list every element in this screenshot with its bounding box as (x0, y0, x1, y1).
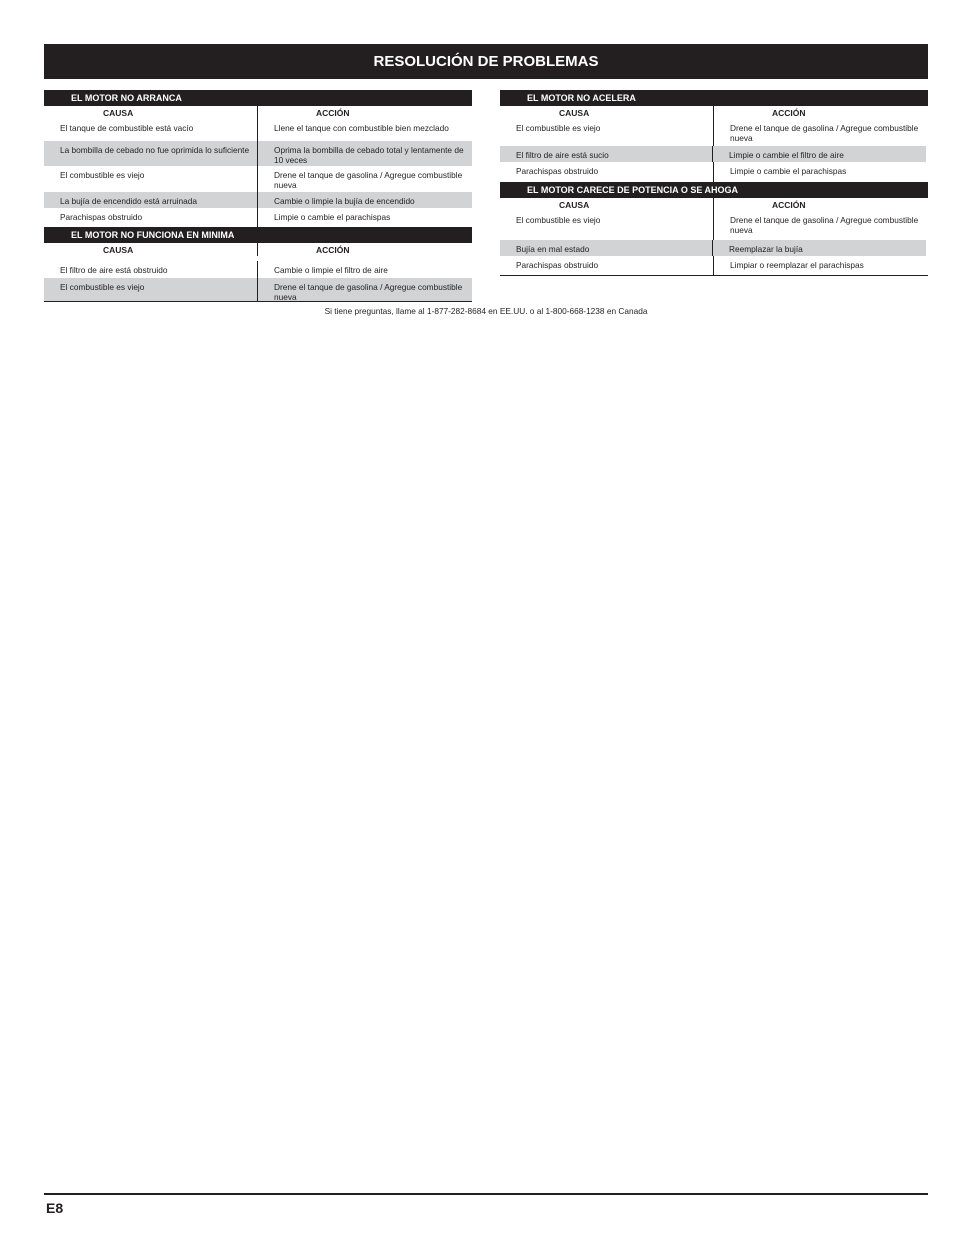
table-row (44, 192, 472, 208)
cause-cell: El filtro de aire está obstruido (44, 261, 258, 278)
action-cell: Limpie o cambie el filtro de aire (729, 150, 844, 160)
table-row (500, 240, 926, 256)
column-header-accion: ACCIÓN (316, 107, 350, 118)
column-header-causa: CAUSA (500, 106, 714, 119)
action-cell: Drene el tanque de gasolina / Agregue combustible nueva (730, 123, 919, 143)
cause-cell: La bujía de encendido está arruinada (44, 192, 258, 208)
table-row (44, 208, 472, 227)
table-row (500, 256, 928, 275)
cause-cell: Bujía en mal estado (500, 240, 713, 256)
action-cell: Limpie o cambie el parachispas (274, 212, 391, 222)
table-heading: EL MOTOR NO ACELERA (500, 90, 928, 106)
column-header-accion: ACCIÓN (316, 244, 350, 255)
cause-cell: Parachispas obstruido (500, 256, 714, 275)
column-header-row (44, 243, 472, 256)
table-row (44, 256, 472, 278)
action-cell: Drene el tanque de gasolina / Agregue combustible nueva (274, 170, 463, 190)
table-row (500, 162, 928, 182)
table-row (44, 166, 472, 192)
action-cell: Oprima la bombilla de cebado total y lentamente de 10 veces (274, 145, 464, 165)
cause-cell: El combustible es viejo (500, 211, 714, 240)
column-header-accion: ACCIÓN (772, 199, 806, 210)
table-row (500, 211, 928, 240)
action-cell: Cambie o limpie la bujía de encendido (274, 196, 415, 206)
table-heading: EL MOTOR NO FUNCIONA EN MINIMA (44, 227, 472, 243)
table-bottom-rule (44, 301, 472, 302)
cause-cell: La bombilla de cebado no fue oprimida lo suficiente (44, 141, 258, 166)
table-row (44, 119, 472, 141)
table-row (500, 119, 928, 146)
table-row (44, 278, 472, 301)
column-header-causa: CAUSA (44, 106, 258, 119)
action-cell: Limpiar o reemplazar el parachispas (730, 260, 864, 270)
cause-cell: Parachispas obstruido (44, 208, 258, 227)
table-heading: EL MOTOR NO ARRANCA (44, 90, 472, 106)
cause-cell: El filtro de aire está sucio (500, 146, 713, 162)
action-cell: Cambie o limpie el filtro de aire (274, 265, 388, 275)
cause-cell: El combustible es viejo (500, 119, 714, 146)
action-cell: Reemplazar la bujía (729, 244, 803, 254)
table-row (500, 146, 926, 162)
cause-cell: El tanque de combustible está vacío (44, 119, 258, 141)
footer-rule (44, 1193, 928, 1195)
page-title: RESOLUCIÓN DE PROBLEMAS (44, 44, 928, 79)
cause-cell: Parachispas obstruido (500, 162, 714, 182)
page-number: E8 (46, 1200, 64, 1216)
action-cell: Drene el tanque de gasolina / Agregue combustible nueva (730, 215, 919, 235)
column-header-causa: CAUSA (44, 243, 258, 256)
column-header-row (44, 106, 472, 119)
table-bottom-rule (500, 275, 928, 276)
column-header-accion: ACCIÓN (772, 107, 806, 118)
column-header-row (500, 198, 928, 211)
action-cell: Drene el tanque de gasolina / Agregue combustible nueva (274, 282, 463, 302)
contact-footnote: Si tiene preguntas, llame al 1-877-282-8684 en EE.UU. o al 1-800-668-1238 en Canada (324, 306, 648, 316)
table-engine-wont-accelerate (500, 90, 928, 276)
cause-cell: El combustible es viejo (44, 166, 258, 192)
table-engine-wont-start (44, 90, 472, 302)
column-header-row (500, 106, 928, 119)
table-row (44, 141, 472, 166)
table-heading: EL MOTOR CARECE DE POTENCIA O SE AHOGA (500, 182, 928, 198)
action-cell: Llene el tanque con combustible bien mezclado (274, 123, 449, 133)
column-header-causa: CAUSA (500, 198, 714, 211)
action-cell: Limpie o cambie el parachispas (730, 166, 847, 176)
cause-cell: El combustible es viejo (44, 278, 258, 301)
